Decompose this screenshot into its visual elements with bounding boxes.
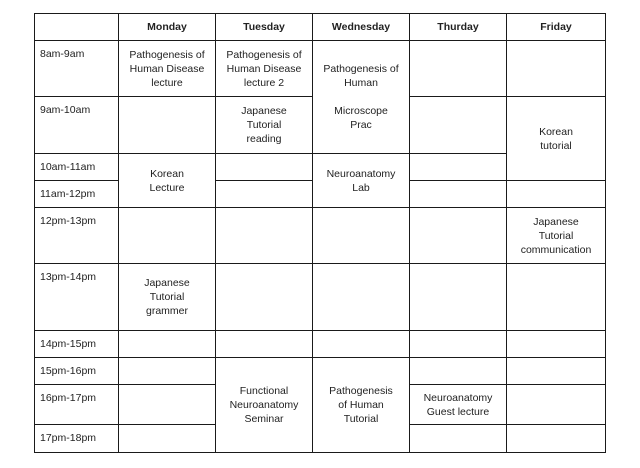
empty-cell <box>507 264 606 331</box>
empty-cell <box>119 425 216 453</box>
empty-cell <box>216 208 313 264</box>
session-cell: Pathogenesis of Human Disease lecture <box>119 41 216 97</box>
empty-cell <box>410 208 507 264</box>
session-cell: Japanese Tutorial reading <box>216 97 313 154</box>
empty-cell <box>216 331 313 358</box>
time-label: 9am-10am <box>35 97 119 154</box>
empty-cell <box>410 41 507 97</box>
empty-cell <box>119 97 216 154</box>
session-cell: Neuroanatomy Guest lecture <box>410 385 507 425</box>
day-header: Friday <box>507 14 606 41</box>
empty-cell <box>410 181 507 208</box>
corner-cell <box>35 14 119 41</box>
empty-cell <box>216 264 313 331</box>
empty-cell <box>507 358 606 385</box>
day-header: Monday <box>119 14 216 41</box>
empty-cell <box>313 331 410 358</box>
empty-cell <box>216 181 313 208</box>
time-label: 12pm-13pm <box>35 208 119 264</box>
day-header: Tuesday <box>216 14 313 41</box>
session-cell: Pathogenesis of Human Tutorial <box>313 358 410 453</box>
table-row <box>35 208 606 264</box>
session-cell: Korean Lecture <box>119 154 216 208</box>
empty-cell <box>410 425 507 453</box>
empty-cell <box>119 385 216 425</box>
day-header: Thurday <box>410 14 507 41</box>
empty-cell <box>507 181 606 208</box>
table-row <box>35 331 606 358</box>
time-label: 11am-12pm <box>35 181 119 208</box>
time-label: 17pm-18pm <box>35 425 119 453</box>
session-cell: Japanese Tutorial grammer <box>119 264 216 331</box>
table-row <box>35 264 606 331</box>
empty-cell <box>507 331 606 358</box>
time-label: 13pm-14pm <box>35 264 119 331</box>
empty-cell <box>410 154 507 181</box>
session-cell: Functional Neuroanatomy Seminar <box>216 358 313 453</box>
time-label: 10am-11am <box>35 154 119 181</box>
empty-cell <box>313 264 410 331</box>
empty-cell <box>216 154 313 181</box>
empty-cell <box>507 425 606 453</box>
timetable <box>34 13 606 453</box>
empty-cell <box>119 331 216 358</box>
empty-cell <box>119 208 216 264</box>
session-cell: Neuroanatomy Lab <box>313 154 410 208</box>
session-cell: Korean tutorial <box>507 97 606 181</box>
empty-cell <box>507 41 606 97</box>
empty-cell <box>410 331 507 358</box>
time-label: 16pm-17pm <box>35 385 119 425</box>
time-label: 8am-9am <box>35 41 119 97</box>
empty-cell <box>410 358 507 385</box>
empty-cell <box>119 358 216 385</box>
empty-cell <box>410 264 507 331</box>
time-label: 14pm-15pm <box>35 331 119 358</box>
session-cell: Japanese Tutorial communication <box>507 208 606 264</box>
empty-cell <box>507 385 606 425</box>
day-header: Wednesday <box>313 14 410 41</box>
time-label: 15pm-16pm <box>35 358 119 385</box>
empty-cell <box>313 208 410 264</box>
session-cell: Pathogenesis of Human Microscope Prac <box>313 41 410 154</box>
table-row <box>35 41 606 97</box>
session-cell: Pathogenesis of Human Disease lecture 2 <box>216 41 313 97</box>
header-row <box>35 14 606 41</box>
empty-cell <box>410 97 507 154</box>
table-row <box>35 358 606 385</box>
